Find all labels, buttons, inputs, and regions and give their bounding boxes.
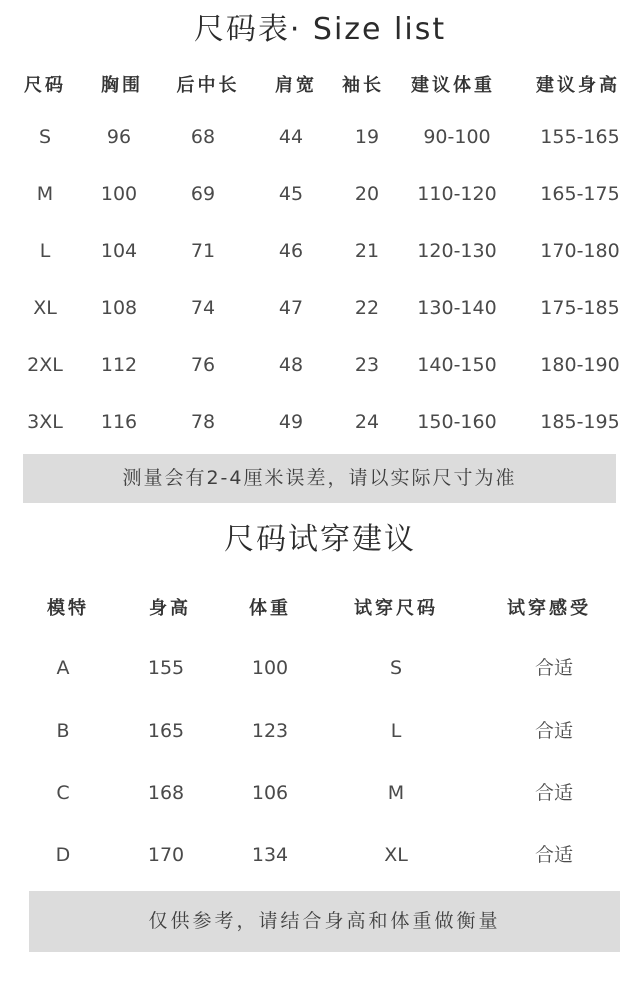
cell-feeling: 合适 <box>534 844 574 866</box>
cell-sleeve: 20 <box>354 183 380 205</box>
cell-weight: 123 <box>251 720 289 742</box>
cell-shoulder: 49 <box>278 411 304 433</box>
fit-table-title: 尺码试穿建议 <box>224 522 416 557</box>
cell-shoulder: 44 <box>278 126 304 148</box>
cell-height: 170-180 <box>540 240 620 262</box>
cell-try-size: S <box>389 657 403 679</box>
cell-height: 185-195 <box>540 411 620 433</box>
header-sleeve: 袖长 <box>342 75 384 96</box>
cell-size: XL <box>33 297 57 319</box>
cell-shoulder: 47 <box>278 297 304 319</box>
table-row <box>0 835 640 875</box>
cell-try-size: M <box>387 782 405 804</box>
cell-size: M <box>36 183 54 205</box>
header-feeling: 试穿感受 <box>507 598 591 619</box>
cell-height: 168 <box>147 782 185 804</box>
table-row <box>0 402 640 442</box>
cell-weight: 100 <box>251 657 289 679</box>
cell-sleeve: 19 <box>354 126 380 148</box>
cell-sleeve: 23 <box>354 354 380 376</box>
cell-height: 155 <box>147 657 185 679</box>
cell-feeling: 合适 <box>534 720 574 742</box>
table-row <box>0 773 640 813</box>
cell-weight: 150-160 <box>417 411 497 433</box>
cell-back-length: 71 <box>190 240 216 262</box>
header-height: 身高 <box>149 598 191 619</box>
table-row <box>0 345 640 385</box>
cell-height: 165-175 <box>540 183 620 205</box>
cell-chest: 108 <box>100 297 138 319</box>
cell-weight: 106 <box>251 782 289 804</box>
cell-feeling: 合适 <box>534 782 574 804</box>
cell-feeling: 合适 <box>534 657 574 679</box>
table-row <box>0 174 640 214</box>
cell-weight: 110-120 <box>417 183 497 205</box>
cell-back-length: 68 <box>190 126 216 148</box>
cell-chest: 100 <box>100 183 138 205</box>
header-chest: 胸围 <box>101 75 143 96</box>
cell-size: S <box>38 126 52 148</box>
table-row <box>0 711 640 751</box>
table-row <box>0 117 640 157</box>
cell-height: 175-185 <box>540 297 620 319</box>
header-height: 建议身高 <box>536 75 620 96</box>
cell-size: 3XL <box>27 411 63 433</box>
header-try-size: 试穿尺码 <box>354 598 438 619</box>
table-row <box>0 648 640 688</box>
cell-chest: 104 <box>100 240 138 262</box>
cell-weight: 120-130 <box>417 240 497 262</box>
cell-chest: 112 <box>100 354 138 376</box>
cell-model: C <box>56 782 70 804</box>
cell-sleeve: 24 <box>354 411 380 433</box>
cell-chest: 116 <box>100 411 138 433</box>
cell-size: L <box>39 240 51 262</box>
header-size: 尺码 <box>24 75 66 96</box>
cell-shoulder: 45 <box>278 183 304 205</box>
cell-try-size: L <box>390 720 402 742</box>
cell-weight: 90-100 <box>423 126 491 148</box>
header-shoulder: 肩宽 <box>275 75 317 96</box>
cell-weight: 130-140 <box>417 297 497 319</box>
table-row <box>0 231 640 271</box>
cell-sleeve: 22 <box>354 297 380 319</box>
cell-back-length: 76 <box>190 354 216 376</box>
cell-try-size: XL <box>384 844 408 866</box>
cell-model: A <box>56 657 70 679</box>
cell-model: D <box>55 844 71 866</box>
header-back-length: 后中长 <box>176 75 240 96</box>
cell-height: 155-165 <box>540 126 620 148</box>
cell-height: 180-190 <box>540 354 620 376</box>
cell-back-length: 78 <box>190 411 216 433</box>
cell-back-length: 69 <box>190 183 216 205</box>
cell-weight: 140-150 <box>417 354 497 376</box>
cell-height: 170 <box>147 844 185 866</box>
cell-height: 165 <box>147 720 185 742</box>
cell-sleeve: 21 <box>354 240 380 262</box>
size-table-header <box>0 66 640 106</box>
header-model: 模特 <box>47 598 89 619</box>
cell-weight: 134 <box>251 844 289 866</box>
header-weight: 体重 <box>249 598 291 619</box>
cell-chest: 96 <box>106 126 132 148</box>
cell-model: B <box>56 720 70 742</box>
size-table-title: 尺码表· Size list <box>193 12 447 47</box>
table-row <box>0 288 640 328</box>
cell-back-length: 74 <box>190 297 216 319</box>
reference-note: 仅供参考，请结合身高和体重做衡量 <box>29 891 620 952</box>
cell-shoulder: 48 <box>278 354 304 376</box>
cell-size: 2XL <box>27 354 63 376</box>
cell-shoulder: 46 <box>278 240 304 262</box>
header-weight: 建议体重 <box>411 75 495 96</box>
fit-table-header <box>0 589 640 629</box>
measurement-note: 测量会有2-4厘米误差，请以实际尺寸为准 <box>23 454 616 503</box>
